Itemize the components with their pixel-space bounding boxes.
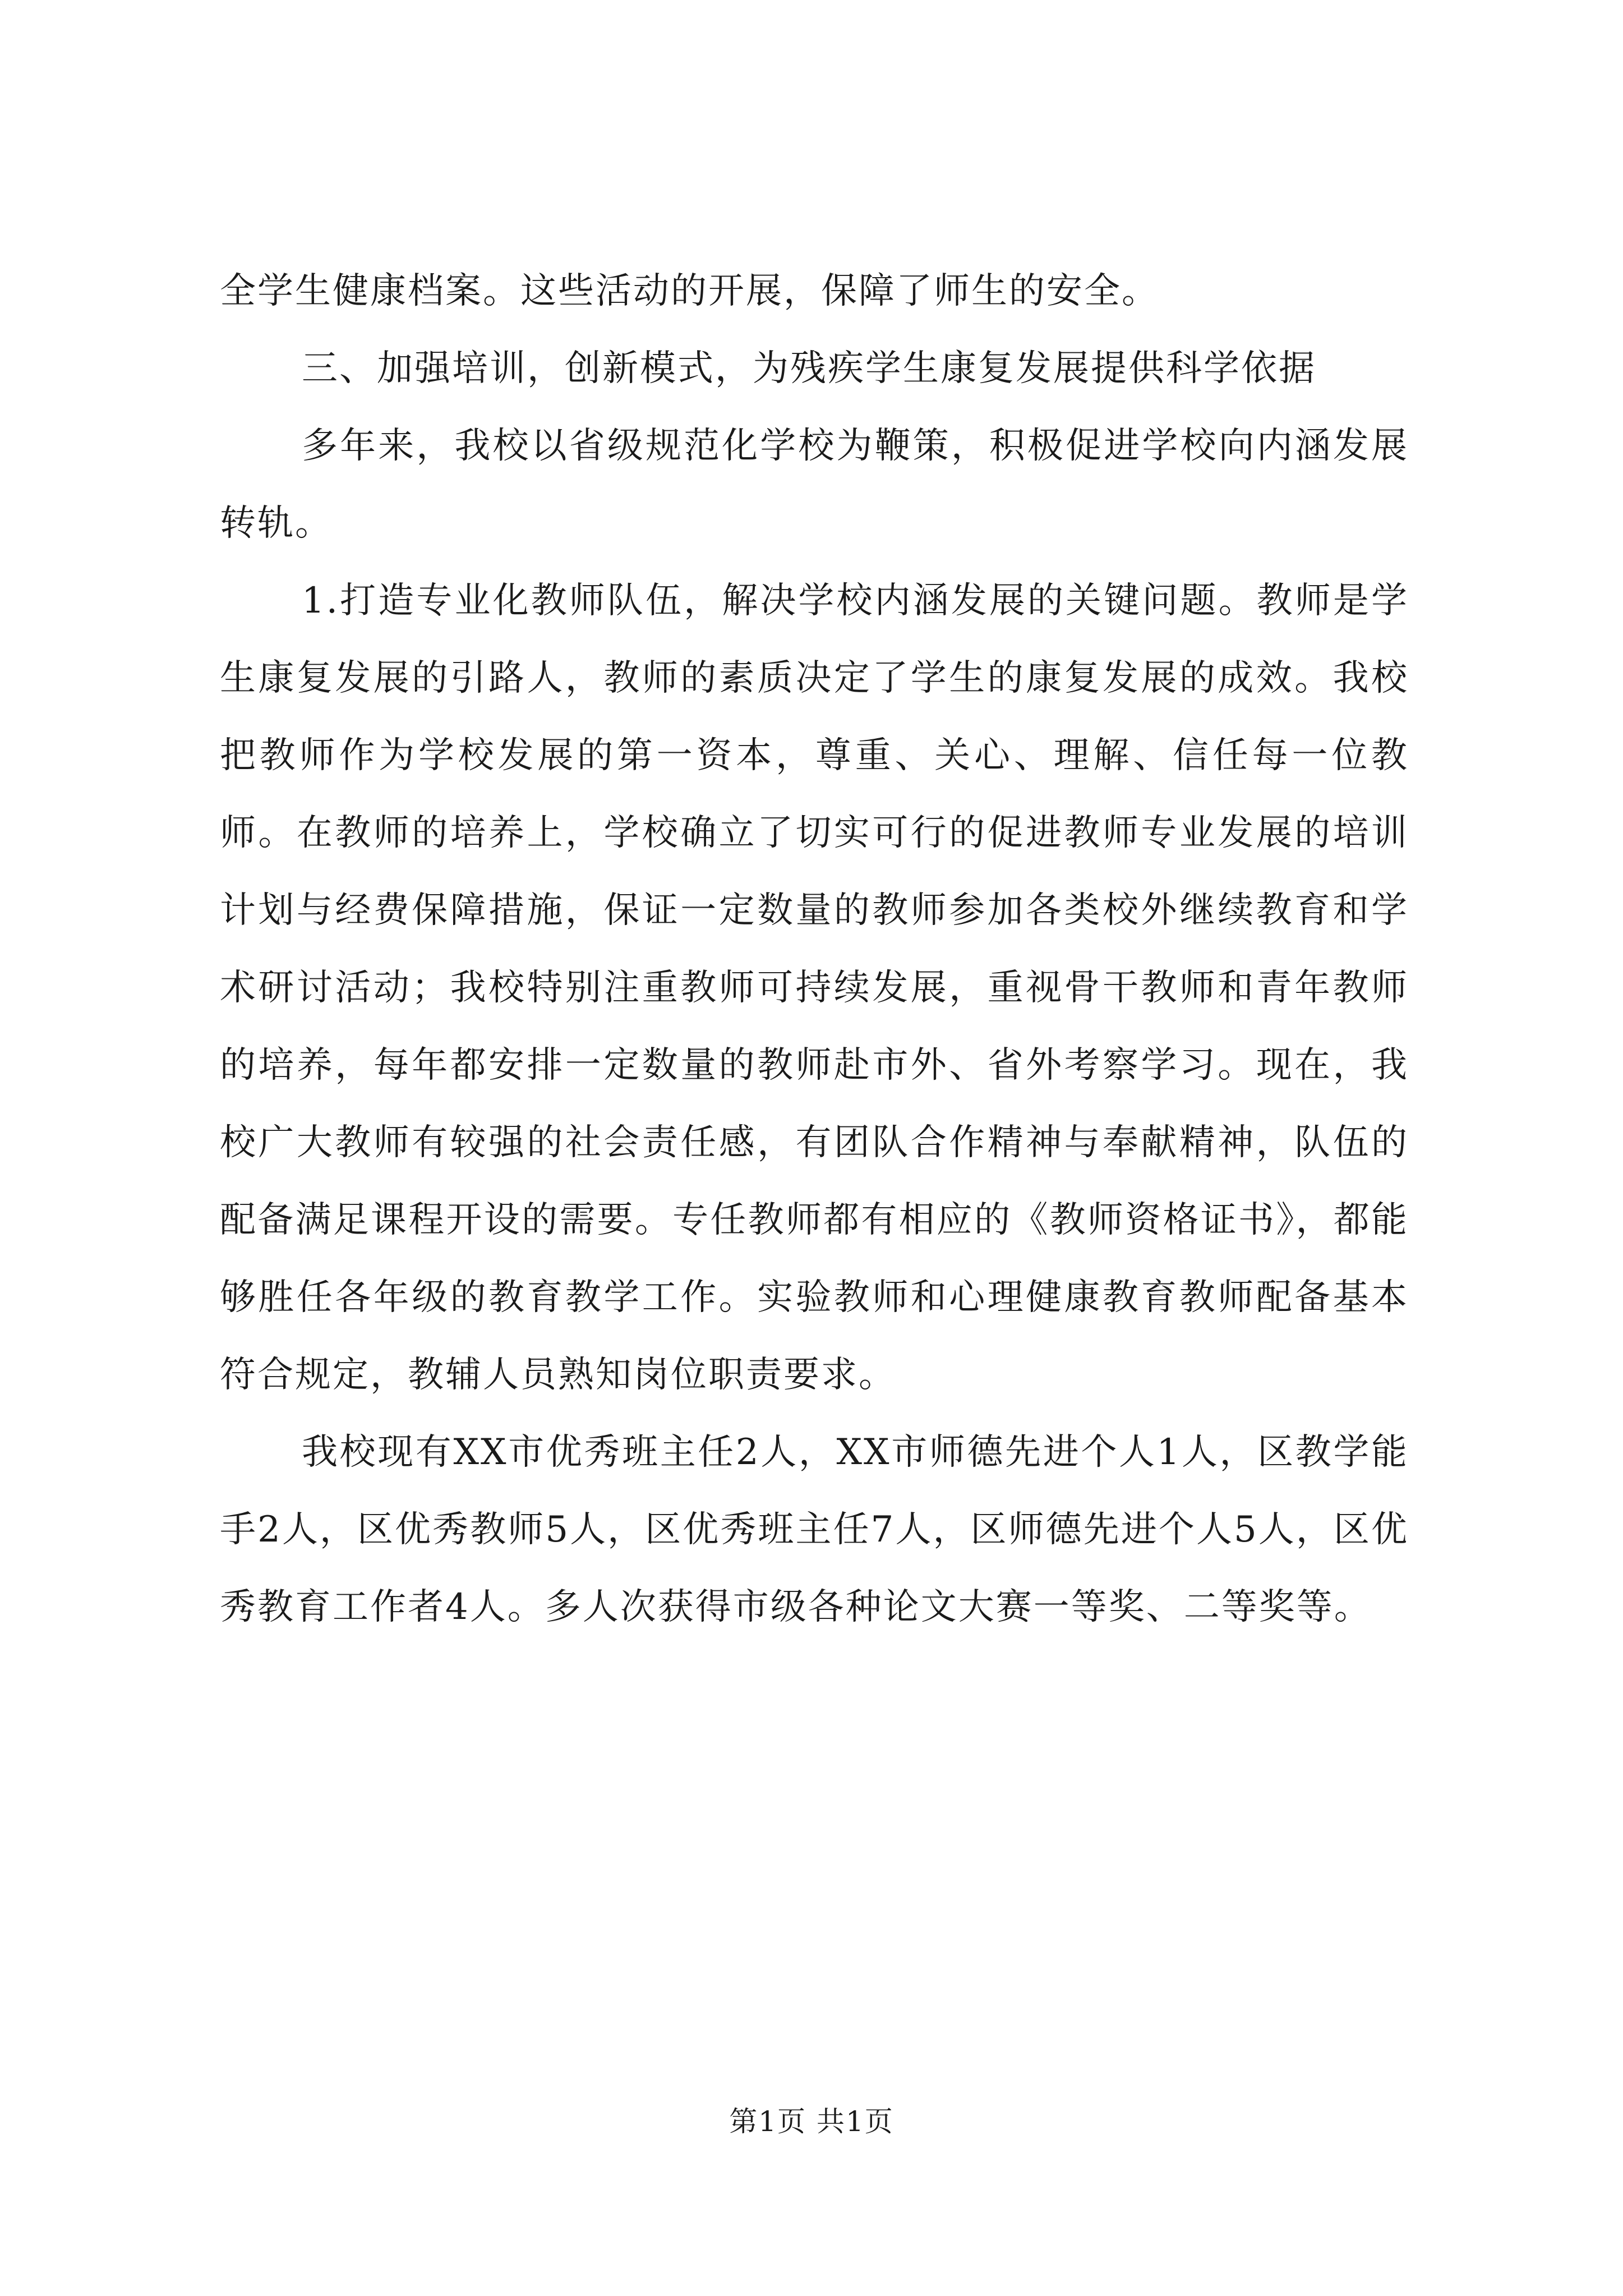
- page-footer: 第1页 共1页: [729, 2105, 894, 2138]
- paragraph: 多年来，我校以省级规范化学校为鞭策，积极促进学校向内涵发展转轨。: [220, 425, 1409, 544]
- paragraph: 我校现有XX市优秀班主任2人，XX市师德先进个人1人，区教学能手2人，区优秀教师5人，区优秀班主任7人，区师德先进个人5人，区优秀教育工作者4人。多人次获得市级各种论文大赛一等奖、二等奖等。: [220, 1432, 1409, 1628]
- paragraph: 全学生健康档案。这些活动的开展，保障了师生的安全。: [220, 270, 1159, 312]
- section-heading: 三、加强培训，创新模式，为残疾学生康复发展提供科学依据: [302, 348, 1316, 389]
- paragraph: 1.打造专业化教师队伍，解决学校内涵发展的关键问题。教师是学生康复发展的引路人，教师的素质决定了学生的康复发展的成效。我校把教师作为学校发展的第一资本，尊重、关心、理解、信任每一位教师。在教师的培养上，学校确立了切实可行的促进教师专业发展的培训计划与经费保障措施，保证一定数量的教师参加各类校外继续教育和学术研讨活动；我校特别注重教师可持续发展，重视骨干教师和青年教师的培养，每年都安排一定数量的教师赴市外、省外考察学习。现在，我校广大教师有较强的社会责任感，有团队合作精神与奉献精神，队伍的配备满足课程开设的需要。专任教师都有相应的《教师资格证书》，都能够胜任各年级的教育教学工作。实验教师和心理健康教育教师配备基本符合规定，教辅人员熟知岗位职责要求。: [220, 580, 1409, 1396]
- document-body: [220, 252, 1409, 1646]
